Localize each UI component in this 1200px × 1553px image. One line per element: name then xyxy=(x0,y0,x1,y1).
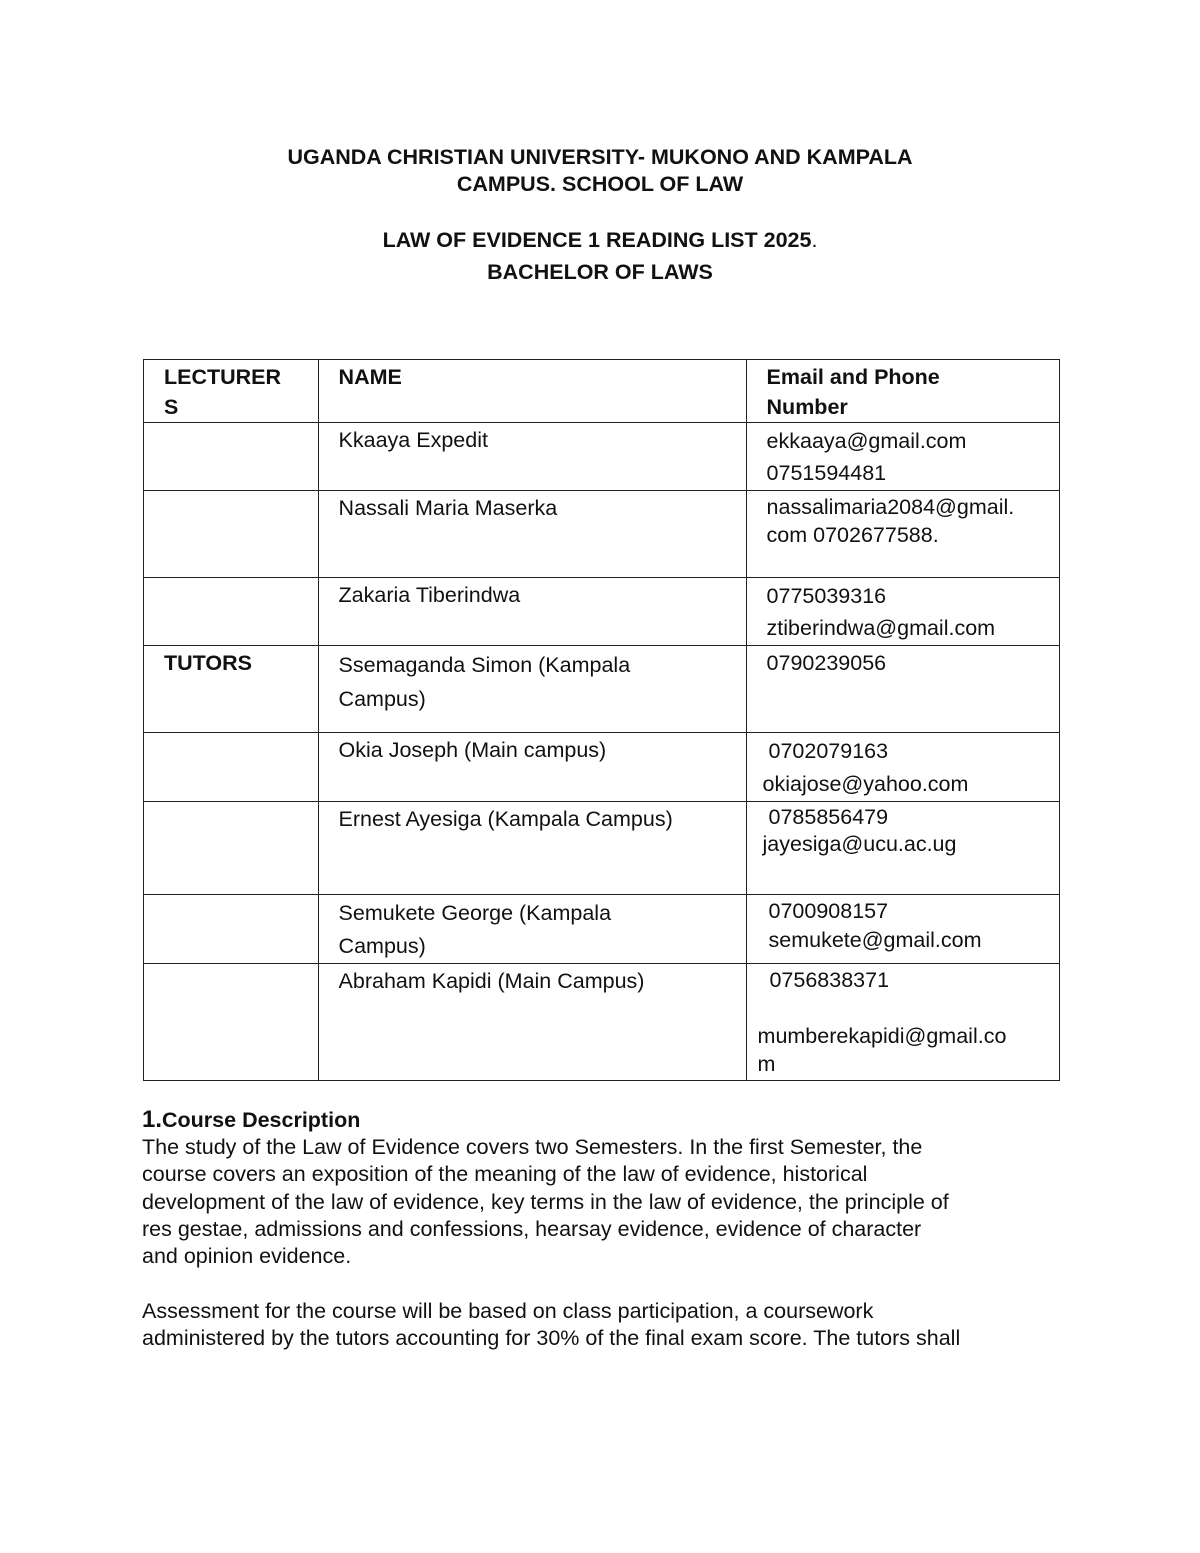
table-row xyxy=(144,491,1060,578)
role-cell xyxy=(144,895,319,964)
name-line: Campus) xyxy=(338,687,426,711)
contact-line: ztiberindwa@gmail.com xyxy=(766,616,996,640)
role-text xyxy=(164,966,310,996)
table-row xyxy=(144,423,1060,491)
contact-cell xyxy=(746,423,1059,491)
header-name: NAME xyxy=(338,365,402,389)
name-line: Nassali Maria Maserka xyxy=(338,496,558,520)
course-title-text: LAW OF EVIDENCE 1 READING LIST 2025 xyxy=(382,228,812,252)
name-line: Campus) xyxy=(338,934,426,958)
paragraph-line: development of the law of evidence, key terms in the law of evidence, the principle of xyxy=(142,1189,949,1214)
table-row xyxy=(144,802,1060,895)
table-row xyxy=(144,578,1060,646)
role-cell xyxy=(144,964,319,1081)
contact-line: 0702079163 xyxy=(762,739,889,763)
paragraph-line: administered by the tutors accounting for 30% of the final exam score. The tutors shall xyxy=(142,1326,961,1351)
name-cell xyxy=(318,802,746,895)
role-text xyxy=(164,735,310,765)
contact-cell xyxy=(746,646,1059,733)
role-text-tutors: TUTORS xyxy=(164,651,252,675)
table-row xyxy=(144,733,1060,802)
name-cell xyxy=(318,895,746,964)
name-cell xyxy=(318,646,746,733)
contact-line: mumberekapidi@gmail.co xyxy=(757,1024,1007,1048)
role-cell xyxy=(144,646,319,733)
contact-line: nassalimaria2084@gmail. xyxy=(766,495,1015,519)
name-cell xyxy=(318,423,746,491)
staff-table xyxy=(143,359,1060,1081)
course-title xyxy=(0,227,1200,254)
name-line: Zakaria Tiberindwa xyxy=(338,583,521,607)
course-description-paragraph xyxy=(142,1134,1062,1270)
name-line: Okia Joseph (Main campus) xyxy=(338,738,607,762)
header-contact-line1: Email and Phone xyxy=(766,365,940,389)
contact-line xyxy=(758,994,1049,1022)
role-text xyxy=(164,897,310,927)
section-title: Course Description xyxy=(162,1108,361,1132)
name-line: Semukete George (Kampala xyxy=(338,901,612,925)
name-cell xyxy=(318,578,746,646)
name-cell xyxy=(318,964,746,1081)
header-role-line2: S xyxy=(164,395,179,419)
contact-line: com 0702677588. xyxy=(766,523,939,547)
paragraph-line: res gestae, admissions and confessions, hearsay evidence, evidence of character xyxy=(142,1216,922,1241)
contact-line: m xyxy=(757,1052,776,1076)
contact-line: ekkaaya@gmail.com xyxy=(766,429,967,453)
contact-line: 0700908157 xyxy=(762,899,889,923)
name-line: Abraham Kapidi (Main Campus) xyxy=(338,969,645,993)
header-role-line1: LECTURER xyxy=(164,365,282,389)
contact-line: okiajose@yahoo.com xyxy=(762,772,969,796)
role-cell xyxy=(144,578,319,646)
course-title-suffix: . xyxy=(811,228,818,252)
role-text xyxy=(164,580,310,610)
role-cell xyxy=(144,423,319,491)
role-text xyxy=(164,425,310,455)
header-name-cell xyxy=(318,360,746,423)
name-line: Ssemaganda Simon (Kampala xyxy=(338,653,631,677)
table-row xyxy=(144,964,1060,1081)
contact-cell xyxy=(746,491,1059,578)
contact-cell xyxy=(746,964,1059,1081)
name-line: Ernest Ayesiga (Kampala Campus) xyxy=(338,807,673,831)
role-text xyxy=(164,804,310,834)
paragraph-line: and opinion evidence. xyxy=(142,1244,352,1269)
header-contact-line2: Number xyxy=(766,395,848,419)
contact-line: 0790239056 xyxy=(766,651,887,675)
role-cell xyxy=(144,733,319,802)
name-line: Kkaaya Expedit xyxy=(338,428,488,452)
contact-cell xyxy=(746,733,1059,802)
contact-line: 0775039316 xyxy=(766,584,887,608)
section-number: 1. xyxy=(142,1106,163,1133)
contact-line: 0751594481 xyxy=(766,461,887,485)
assessment-paragraph xyxy=(142,1298,1062,1353)
university-heading-line1: UGANDA CHRISTIAN UNIVERSITY- MUKONO AND KAMPALA xyxy=(287,145,913,169)
contact-line: jayesiga@ucu.ac.ug xyxy=(762,832,957,856)
header-role-cell xyxy=(144,360,319,423)
contact-cell xyxy=(746,802,1059,895)
role-cell xyxy=(144,802,319,895)
contact-line: 0756838371 xyxy=(757,968,890,992)
paragraph-line: course covers an exposition of the meaning of the law of evidence, historical xyxy=(142,1162,868,1187)
contact-line: semukete@gmail.com xyxy=(762,928,982,952)
role-cell xyxy=(144,491,319,578)
university-heading xyxy=(0,144,1200,198)
header-contact-cell xyxy=(746,360,1059,423)
table-row xyxy=(144,895,1060,964)
name-cell xyxy=(318,491,746,578)
contact-cell xyxy=(746,578,1059,646)
section-heading xyxy=(142,1106,1062,1134)
contact-line: 0785856479 xyxy=(762,805,889,829)
degree-title: BACHELOR OF LAWS xyxy=(487,260,713,284)
table-header-row xyxy=(144,360,1060,423)
role-text xyxy=(164,493,310,523)
university-heading-line2: CAMPUS. SCHOOL OF LAW xyxy=(456,172,744,196)
name-cell xyxy=(318,733,746,802)
table-row xyxy=(144,646,1060,733)
paragraph-line: The study of the Law of Evidence covers two Semesters. In the first Semester, the xyxy=(142,1135,923,1159)
paragraph-line: Assessment for the course will be based on class participation, a coursework xyxy=(142,1299,874,1323)
contact-cell xyxy=(746,895,1059,964)
